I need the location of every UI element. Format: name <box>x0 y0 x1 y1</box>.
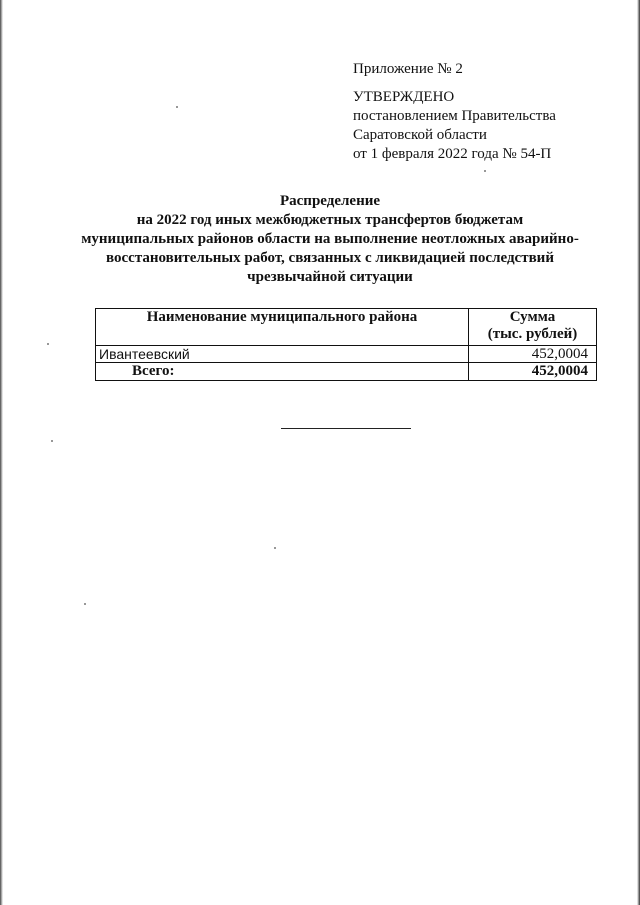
title-line-3: муниципальных районов области на выполнение неотложных аварийно- <box>81 231 579 247</box>
title-line-5: чрезвычайной ситуации <box>247 269 413 285</box>
district-sum-cell: 452,0004 <box>469 346 597 363</box>
title-line-1: Распределение <box>279 193 381 209</box>
scan-speck <box>484 170 486 172</box>
header-sum <box>469 309 597 346</box>
header-sum-label: Сумма <box>509 309 556 325</box>
title-line-4: восстановительных работ, связанных с ликвидацией последствий <box>106 250 554 266</box>
document-title <box>60 192 600 287</box>
table-header-row <box>96 309 597 346</box>
scan-speck <box>84 603 86 605</box>
table-row <box>96 346 597 363</box>
scan-speck <box>274 547 276 549</box>
distribution-table <box>95 308 597 381</box>
district-name-cell: Ивантеевский <box>96 346 469 363</box>
total-sum-cell: 452,0004 <box>469 363 597 381</box>
approval-line-2: Саратовской области <box>353 127 487 143</box>
scan-speck <box>176 106 178 108</box>
approved-label: УТВЕРЖДЕНО <box>353 89 455 105</box>
approval-line-3: от 1 февраля 2022 года № 54-П <box>353 146 552 162</box>
appendix-number: Приложение № 2 <box>353 61 463 77</box>
header-sum-unit: (тыс. рублей) <box>487 326 578 342</box>
scan-speck <box>47 343 49 345</box>
approval-line-1: постановлением Правительства <box>353 108 556 124</box>
total-label-cell: Всего: <box>96 363 469 381</box>
scan-speck <box>51 440 53 442</box>
approval-block <box>353 60 556 164</box>
table-total-row <box>96 363 597 381</box>
header-district-name: Наименование муниципального района <box>96 309 469 346</box>
title-line-2: на 2022 год иных межбюджетных трансфертов бюджетам <box>136 212 524 228</box>
closing-line <box>281 428 411 429</box>
page-edge-left <box>0 0 3 905</box>
